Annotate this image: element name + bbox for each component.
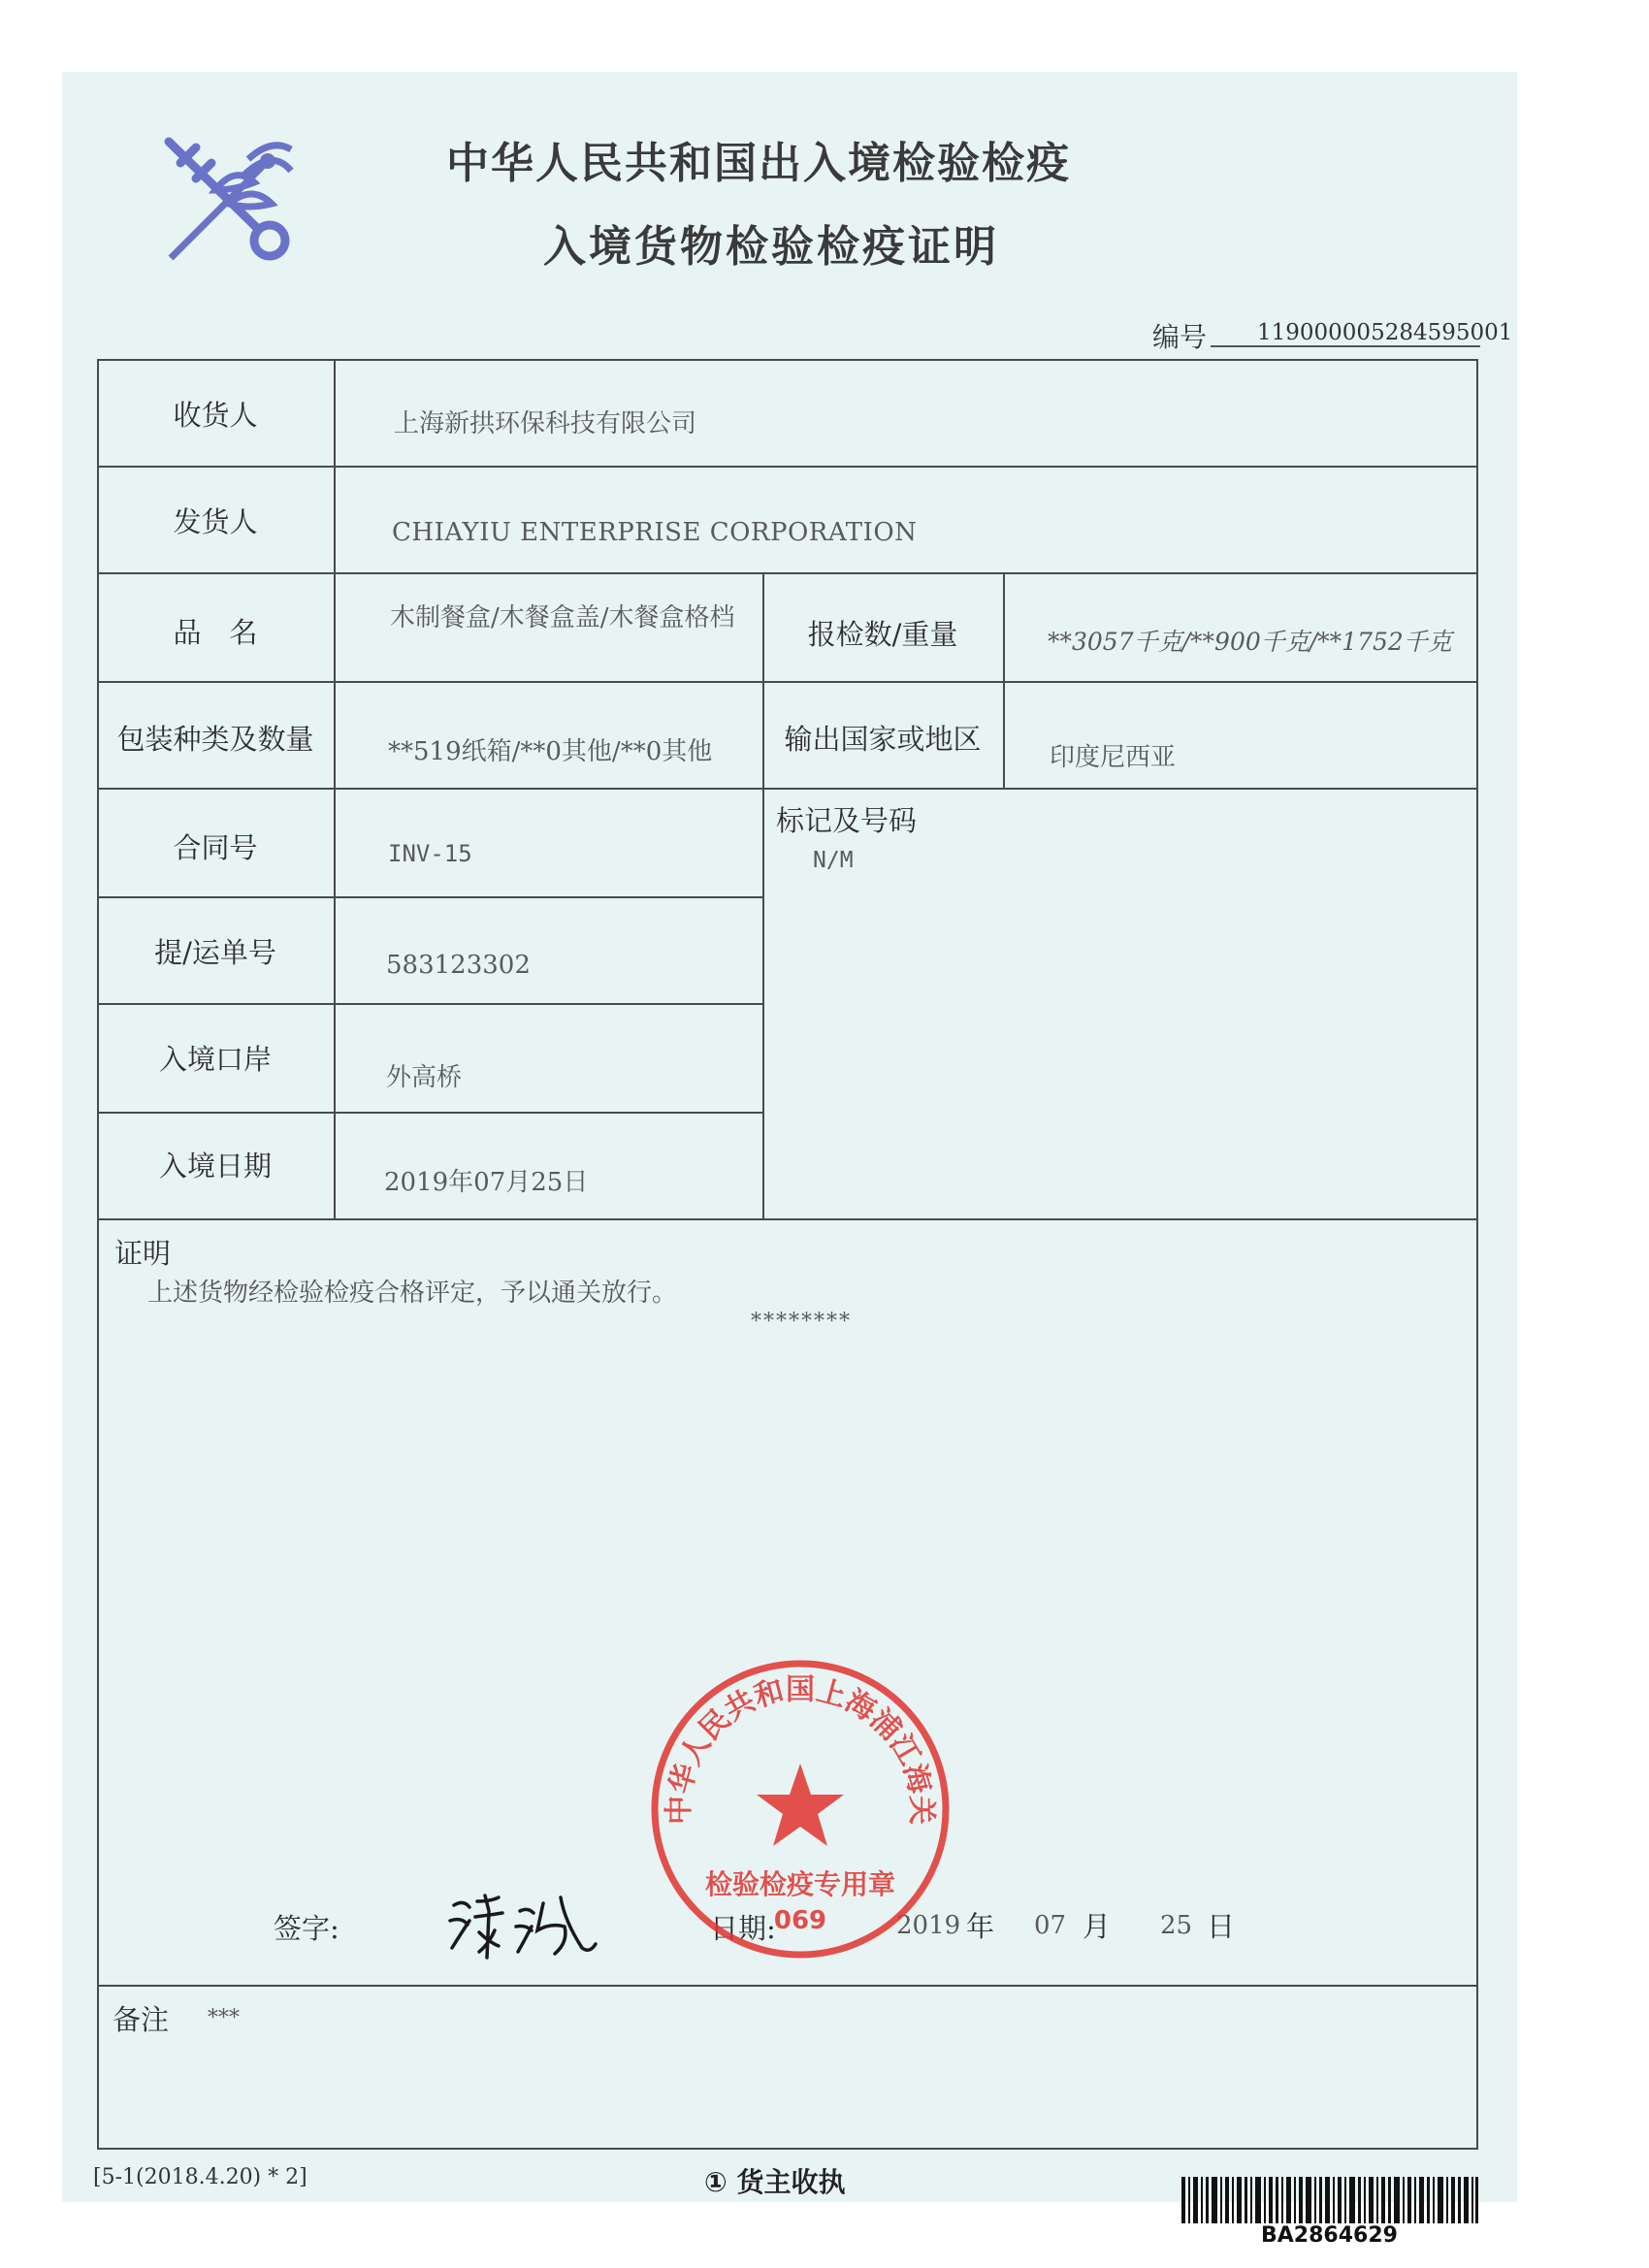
- certification-statement: 上述货物经检验检疫合格评定，予以通关放行。: [147, 1279, 678, 1308]
- date-month-unit: 月: [1083, 1910, 1112, 1943]
- origin-country-label: 输出国家或地区: [784, 723, 982, 756]
- handwritten-signature: [446, 1888, 601, 1965]
- remarks-label: 备注: [113, 2003, 170, 2036]
- quantity-weight-value: **3057千克/**900千克/**1752千克: [1048, 628, 1452, 656]
- official-red-seal: [640, 1649, 960, 1969]
- date-day-unit: 日: [1207, 1910, 1236, 1943]
- customs-emblem-icon: [151, 122, 307, 268]
- serial-number: 119000005284595001: [1211, 320, 1480, 347]
- date-year-unit: 年: [966, 1910, 995, 1943]
- copy-designation: ① 货主收执: [704, 2166, 846, 2198]
- packaging-value: **519纸箱/**0其他/**0其他: [388, 737, 713, 766]
- svg-text:检验检疫专用章: 检验检疫专用章: [704, 1868, 896, 1900]
- quantity-weight-label: 报检数/重量: [807, 618, 958, 651]
- serial-label: 编号: [1152, 321, 1208, 353]
- contract-no-value: INV-15: [388, 840, 472, 867]
- barcode-icon: [1181, 2177, 1478, 2223]
- date-month: 07: [1034, 1911, 1067, 1940]
- date-year: 2019: [896, 1911, 961, 1940]
- entry-port-value: 外高桥: [386, 1063, 463, 1092]
- entry-date-value: 2019年07月25日: [384, 1168, 589, 1197]
- date-label: 日期:: [710, 1912, 776, 1945]
- marks-label: 标记及号码: [776, 804, 918, 837]
- product-name-value: 木制餐盒/木餐盒盖/木餐盒格档: [390, 603, 735, 632]
- bill-no-value: 583123302: [386, 951, 531, 980]
- certification-label: 证明: [114, 1237, 172, 1270]
- consignor-label: 发货人: [173, 505, 258, 538]
- contract-no-label: 合同号: [173, 831, 258, 864]
- document-title: 入境货物检验检疫证明: [543, 222, 999, 272]
- svg-text:069: 069: [773, 1906, 827, 1935]
- barcode-number: BA2864629: [1261, 2223, 1398, 2248]
- origin-country-value: 印度尼西亚: [1050, 743, 1177, 772]
- svg-text:中华人民共和国上海浦江海关: 中华人民共和国上海浦江海关: [662, 1672, 939, 1825]
- packaging-label: 包装种类及数量: [116, 723, 314, 756]
- entry-date-label: 入境日期: [158, 1150, 272, 1183]
- date-day: 25: [1160, 1911, 1193, 1940]
- form-code: [5-1(2018.4.20) * 2]: [93, 2165, 307, 2189]
- consignee-value: 上海新拱环保科技有限公司: [394, 409, 697, 438]
- bill-no-label: 提/运单号: [154, 936, 276, 969]
- document-title-authority: 中华人民共和国出入境检验检疫: [446, 139, 1071, 188]
- consignor-value: CHIAYIU ENTERPRISE CORPORATION: [392, 518, 918, 547]
- remarks-value: ***: [208, 2006, 240, 2030]
- product-name-label: 品 名: [173, 616, 258, 649]
- marks-value: N/M: [813, 848, 854, 873]
- consignee-label: 收货人: [173, 399, 258, 432]
- certification-stars: ********: [751, 1310, 852, 1334]
- entry-port-label: 入境口岸: [158, 1043, 272, 1076]
- signature-label: 签字:: [274, 1912, 340, 1945]
